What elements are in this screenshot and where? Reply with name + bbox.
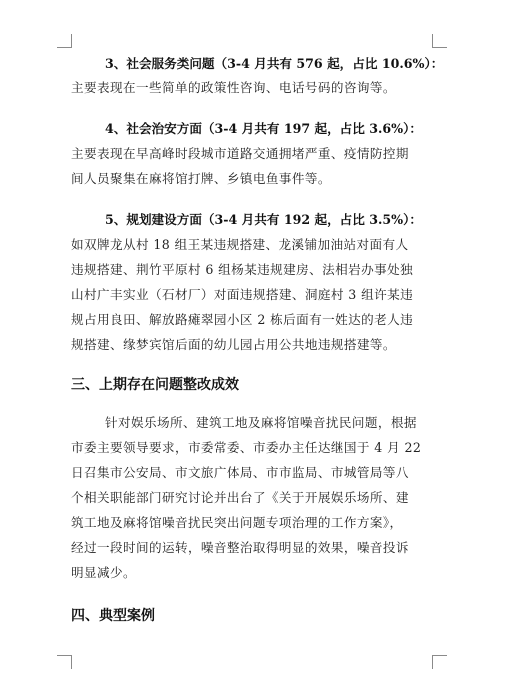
section5-line-3: 山村广丰实业（石材厂）对面违规搭建、洞庭村 3 组许某违: [71, 287, 414, 302]
rectification-line-7: 明显减少。: [71, 565, 136, 580]
section3-line-1: 主要表现在一些简单的政策性咨询、电话号码的咨询等。: [71, 80, 396, 95]
rectification-line-4: 个相关职能部门研究讨论并出台了《关于开展娱乐场所、建: [71, 490, 409, 505]
section5-line-1: 如双牌龙从村 18 组王某违规搭建、龙溪铺加油站对面有人: [71, 237, 409, 252]
heading-typical-cases: 四、典型案例: [71, 608, 155, 624]
crop-mark-bottom-right-h: [433, 655, 447, 656]
crop-mark-top-left-h: [57, 47, 71, 48]
crop-mark-bottom-left-v: [71, 655, 72, 669]
heading-rectification: 三、上期存在问题整改成效: [71, 377, 239, 393]
crop-mark-top-right-v: [432, 34, 433, 48]
section5-line-5: 规搭建、缘梦宾馆后面的幼儿园占用公共地违规搭建等。: [71, 337, 396, 352]
crop-mark-top-left-v: [71, 34, 72, 48]
section4-line-2: 间人员聚集在麻将馆打牌、乡镇电鱼事件等。: [71, 171, 331, 186]
crop-mark-bottom-left-h: [57, 655, 71, 656]
section5-line-2: 违规搭建、荆竹平原村 6 组杨某违规建房、法相岩办事处独: [71, 262, 414, 277]
rectification-line-2: 市委主要领导要求，市委常委、市委办主任达继国于 4 月 22: [71, 440, 422, 455]
rectification-line-3: 日召集市公安局、市文旅广体局、市市监局、市城管局等八: [71, 465, 409, 480]
crop-mark-top-right-h: [433, 47, 447, 48]
rectification-line-5: 筑工地及麻将馆噪音扰民突出问题专项治理的工作方案》，: [71, 515, 403, 530]
section5-title: 5、规划建设方面（3-4 月共有 192 起，占比 3.5%）：: [105, 212, 423, 227]
crop-mark-bottom-right-v: [432, 655, 433, 669]
section5-line-4: 规占用良田、解放路瘫翠园小区 2 栋后面有一姓达的老人违: [71, 312, 414, 327]
section4-title: 4、社会治安方面（3-4 月共有 197 起，占比 3.6%）：: [105, 121, 423, 136]
section4-line-1: 主要表现在早高峰时段城市道路交通拥堵严重、疫情防控期: [71, 146, 409, 161]
section3-title: 3、社会服务类问题（3-4 月共有 576 起，占比 10.6%）：: [105, 56, 444, 71]
rectification-line-6: 经过一段时间的运转，噪音整治取得明显的效果，噪音投诉: [71, 540, 409, 555]
rectification-line-1: 针对娱乐场所、建筑工地及麻将馆噪音扰民问题，根据: [105, 415, 417, 430]
